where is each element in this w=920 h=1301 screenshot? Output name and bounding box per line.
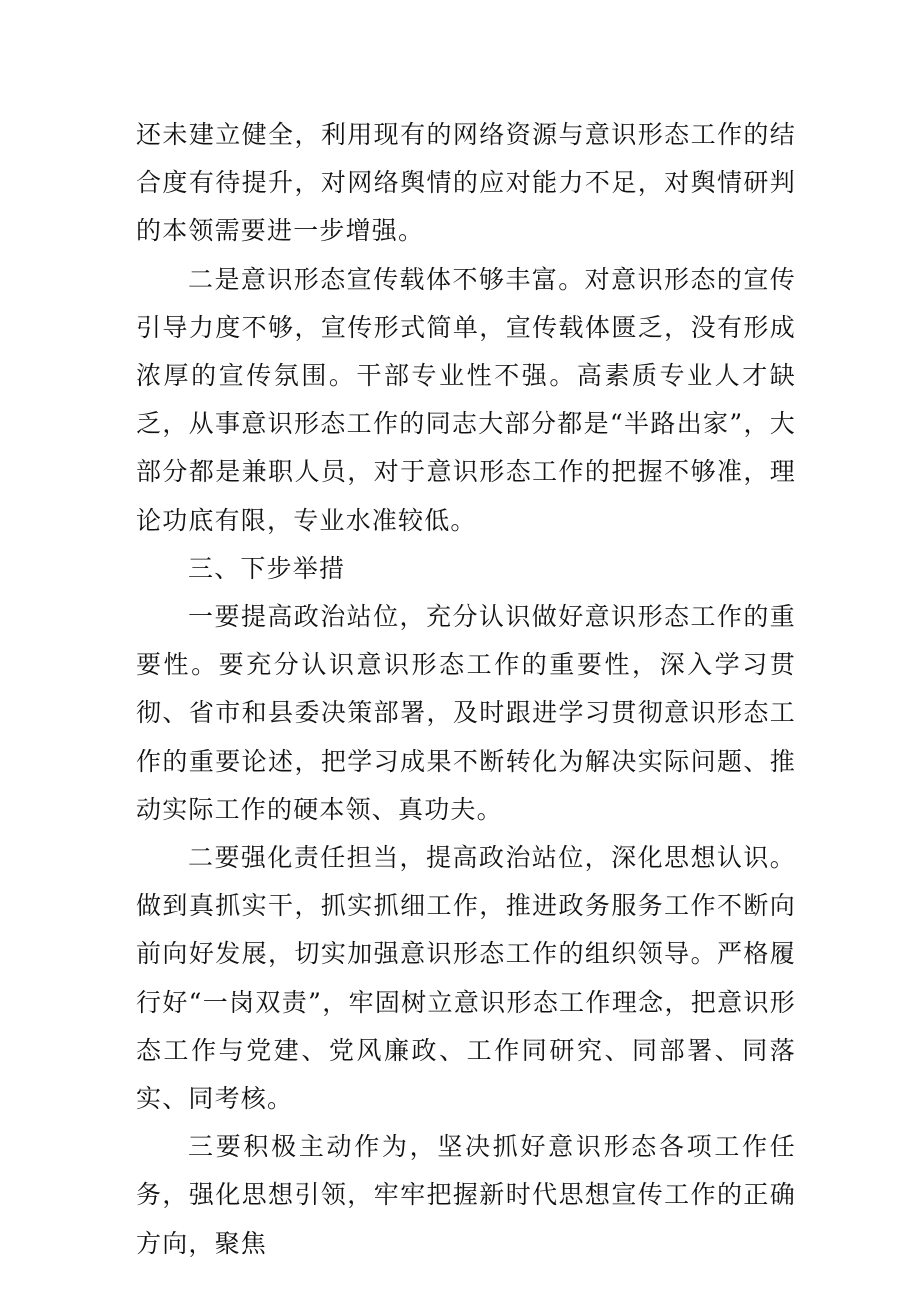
- section-heading-next-steps: 三、下步举措: [188, 553, 346, 583]
- paragraph-responsibility: 二要强化责任担当，提高政治站位，深化思想认识。做到真抓实干，抓实抓细工作，推进政务服务工作不断向前向好发展，切实加强意识形态工作的组织领导。严格履行好“一岗双责”，牢固树立意识形态工作理念，把意识形态工作与党建、党风廉政、工作同研究、同部署、同落实、同考核。: [136, 843, 796, 1114]
- paragraph-proactive-action: 三要积极主动作为，坚决抓好意识形态各项工作任务，强化思想引领，牢牢把握新时代思想宣传工作的正确方向，聚焦: [136, 1132, 796, 1258]
- paragraph-continuation: 还未建立健全，利用现有的网络资源与意识形态工作的结合度有待提升，对网络舆情的应对能力不足，对舆情研判的本领需要进一步增强。: [136, 120, 796, 246]
- document-body: [136, 111, 796, 1268]
- paragraph-political-stance: 一要提高政治站位，充分认识做好意识形态工作的重要性。要充分认识意识形态工作的重要性，深入学习贯彻、省市和县委决策部署，及时跟进学习贯彻意识形态工作的重要论述，把学习成果不断转化为解决实际问题、推动实际工作的硬本领、真功夫。: [136, 602, 796, 824]
- paragraph-propaganda-carrier: 二是意识形态宣传载体不够丰富。对意识形态的宣传引导力度不够，宣传形式简单，宣传载体匮乏，没有形成浓厚的宣传氛围。干部专业性不强。高素质专业人才缺乏，从事意识形态工作的同志大部分都是“半路出家”，大部分都是兼职人员，对于意识形态工作的把握不够准，理论功底有限，专业水准较低。: [136, 264, 796, 535]
